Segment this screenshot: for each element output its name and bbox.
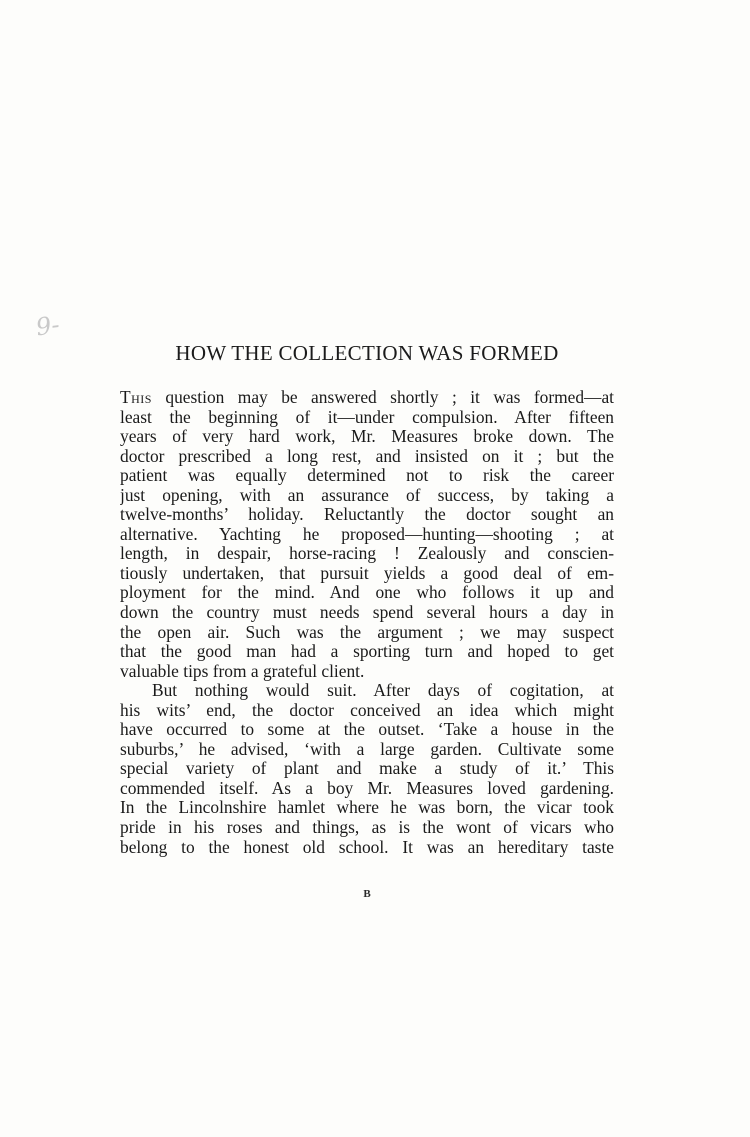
signature-mark: B bbox=[363, 888, 371, 900]
text-line: just opening, with an assurance of success, by taking a bbox=[120, 485, 614, 505]
chapter-title: HOW THE COLLECTION WAS FORMED bbox=[175, 341, 559, 365]
text-line: years of very hard work, Mr. Measures broke down. The bbox=[120, 427, 614, 447]
text-line: pride in his roses and things, as is the wont of vicars who bbox=[120, 818, 614, 838]
text-line: twelve-months’ holiday. Reluctantly the doctor sought an bbox=[120, 505, 614, 525]
text-line: suburbs,’ he advised, ‘with a large garden. Cultivate some bbox=[120, 739, 614, 759]
text-line: have occurred to some at the outset. ‘Take a house in the bbox=[120, 720, 614, 740]
text-line: But nothing would suit. After days of cogitation, at bbox=[152, 681, 614, 701]
text-line: down the country must needs spend several hours a day in bbox=[120, 603, 614, 623]
text-line: This question may be answered shortly ; it was formed—at bbox=[120, 388, 614, 407]
text-line: least the beginning of it—under compulsion. After fifteen bbox=[120, 407, 614, 427]
text-line: that the good man had a sporting turn and hoped to get bbox=[120, 642, 614, 662]
text-line: his wits’ end, the doctor conceived an idea which might bbox=[120, 700, 614, 720]
text-line: commended itself. As a boy Mr. Measures loved gardening. bbox=[120, 778, 614, 798]
text-line: belong to the honest old school. It was an hereditary taste bbox=[120, 837, 614, 857]
text-line: patient was equally determined not to risk the career bbox=[120, 466, 614, 486]
text-line: doctor prescribed a long rest, and insisted on it ; but the bbox=[120, 446, 614, 466]
text-line: special variety of plant and make a study of it.’ This bbox=[120, 759, 614, 779]
text-line: the open air. Such was the argument ; we may suspect bbox=[120, 622, 614, 642]
opening-word: This bbox=[120, 388, 152, 407]
text-line: alternative. Yachting he proposed—hunting—shooting ; at bbox=[120, 524, 614, 544]
text-line: length, in despair, horse-racing ! Zealously and conscien- bbox=[120, 544, 614, 564]
body-text bbox=[120, 388, 614, 857]
text-line: ployment for the mind. And one who follows it up and bbox=[120, 583, 614, 603]
text-line: tiously undertaken, that pursuit yields a good deal of em- bbox=[120, 563, 614, 583]
text-line: valuable tips from a grateful client. bbox=[120, 661, 365, 681]
text-line: In the Lincolnshire hamlet where he was born, the vicar took bbox=[120, 798, 614, 818]
pencil-margin-note: 9- bbox=[34, 310, 62, 342]
